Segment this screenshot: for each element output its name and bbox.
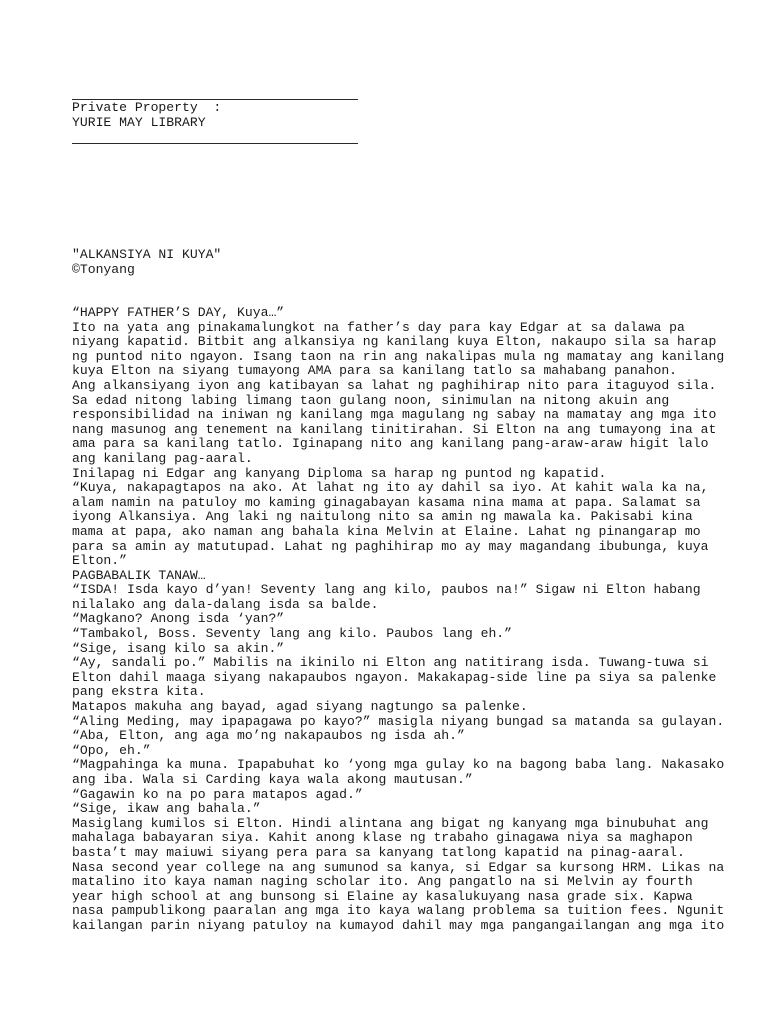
body-line: “Sige, isang kilo sa akin.” xyxy=(72,640,285,656)
body-line: Ito na yata ang pinakamalungkot na father’s day para kay Edgar at sa dalawa pa xyxy=(72,319,685,335)
body-line: Matapos makuha ang bayad, agad siyang nagtungo sa palenke. xyxy=(72,699,528,715)
body-line: “Opo, eh.” xyxy=(72,742,151,758)
body-line: year high school at ang bunsong si Elaine ay kasalukuyang nasa grade six. Kapwa xyxy=(72,888,693,904)
body-line: “Magpahinga ka muna. Ipapabuhat ko ‘yong mga gulay ko na bagong baba lang. Nakasako xyxy=(72,757,725,773)
body-line: kuya Elton na siyang tumayong AMA para sa kanilang tatlo sa mahabang panahon. xyxy=(72,363,678,379)
body-line: “Aba, Elton, ang aga mo’ng nakapaubos ng isda ah.” xyxy=(72,728,465,744)
header-line-1: Private Property : xyxy=(72,100,222,115)
body-line: ang iba. Wala si Carding kaya wala akong mautusan.” xyxy=(72,772,473,787)
story-title: "ALKANSIYA NI KUYA" xyxy=(72,247,222,262)
body-line: “Sige, ikaw ang bahala.” xyxy=(72,801,261,817)
body-line: iyong Alkansiya. Ang laki ng naitulong nito sa amin ng mawala ka. Pakisabi kina xyxy=(72,509,693,525)
body-line: ang kanilang pag-aaral. xyxy=(72,450,253,466)
body-line: “Aling Meding, may ipapagawa po kayo?” masigla niyang bungad sa matanda sa gulayan. xyxy=(72,713,725,729)
body-line: Sa edad nitong labing limang taon gulang noon, sinimulan na nitong akuin ang xyxy=(72,392,670,408)
body-line: “ISDA! Isda kayo d’yan! Seventy lang ang kilo, paubos na!” Sigaw ni Elton habang xyxy=(72,582,701,598)
body-line: mahalaga babayaran siya. Kahit anong klase ng trabaho ginagawa niya sa maghapon xyxy=(72,830,693,846)
body-line: nilalako ang dala-dalang isda sa balde. xyxy=(72,596,379,612)
ownership-header xyxy=(72,101,221,130)
body-line: basta’t may maiuwi siyang pera para sa kanyang tatlong kapatid na pinag-aaral. xyxy=(72,844,685,860)
body-line: Nasa second year college na ang sumunod sa kanya, si Edgar sa kursong HRM. Likas na xyxy=(72,859,725,875)
body-line: nasa pampublikong paaralan ang mga ito kaya walang problema sa tuition fees. Ngunit xyxy=(72,903,725,919)
story-author: ©Tonyang xyxy=(72,261,135,277)
body-line: “Ay, sandali po.” Mabilis na ikinilo ni Elton ang natitirang isda. Tuwang-tuwa si xyxy=(72,655,709,671)
body-line: Elton dahil maaga siyang nakapaubos ngayon. Makakapag-side line pa siya sa palenke xyxy=(72,669,717,685)
body-line: kailangan parin niyang patuloy na kumayod dahil may mga pangangailangan ang mga ito xyxy=(72,917,725,933)
body-line: ama para sa kanilang tatlo. Iginapang nito ang kanilang pang-araw-araw higit lalo xyxy=(72,436,709,452)
body-line: “Gagawin ko na po para matapos agad.” xyxy=(72,786,363,802)
title-block xyxy=(72,248,221,277)
body-line: Inilapag ni Edgar ang kanyang Diploma sa harap ng puntod ng kapatid. xyxy=(72,465,607,481)
header-line-2: YURIE MAY LIBRARY xyxy=(72,114,206,130)
body-line: Masiglang kumilos si Elton. Hindi alintana ang bigat ng kanyang mga binubuhat ang xyxy=(72,815,709,831)
body-line: “Magkano? Anong isda ‘yan?” xyxy=(72,611,285,627)
body-line: “HAPPY FATHER’S DAY, Kuya…” xyxy=(72,305,285,320)
body-line: responsibilidad na iniwan ng kanilang mga magulang ng sabay na mamatay ang mga ito xyxy=(72,407,717,423)
body-line: ng puntod nito ngayon. Isang taon na rin ang nakalipas mula ng mamatay ang kanilang xyxy=(72,348,725,364)
body-line: niyang kapatid. Bitbit ang alkansiya ng kanilang kuya Elton, nakaupo sila sa harap xyxy=(72,334,717,350)
bottom-divider xyxy=(72,143,358,144)
body-line: Elton.” xyxy=(72,553,128,569)
body-line: mama at papa, ako naman ang bahala kina Melvin at Elaine. Lahat ng pinangarap mo xyxy=(72,523,701,539)
story-body xyxy=(72,306,724,934)
body-line: nang masunog ang tenement na kanilang tinitirahan. Si Elton na ang tumayong ina at xyxy=(72,421,717,437)
body-line: Ang alkansiyang iyon ang katibayan sa lahat ng paghihirap nito para itaguyod sila. xyxy=(72,377,717,393)
body-line: para sa amin ay matutupad. Lahat ng paghihirap mo ay may magandang ibubunga, kuya xyxy=(72,538,709,554)
body-line: matalino ito kaya naman naging scholar ito. Ang pangatlo na si Melvin ay fourth xyxy=(72,874,693,890)
body-line: pang ekstra kita. xyxy=(72,684,206,700)
body-line: “Tambakol, Boss. Seventy lang ang kilo. Paubos lang eh.” xyxy=(72,626,513,642)
body-line: “Kuya, nakapagtapos na ako. At lahat ng ito ay dahil sa iyo. At kahit wala ka na, xyxy=(72,480,709,496)
body-line: alam namin na patuloy mo kaming ginagabayan kasama nina mama at papa. Salamat sa xyxy=(72,494,701,510)
body-line: PAGBABALIK TANAW… xyxy=(72,567,206,583)
